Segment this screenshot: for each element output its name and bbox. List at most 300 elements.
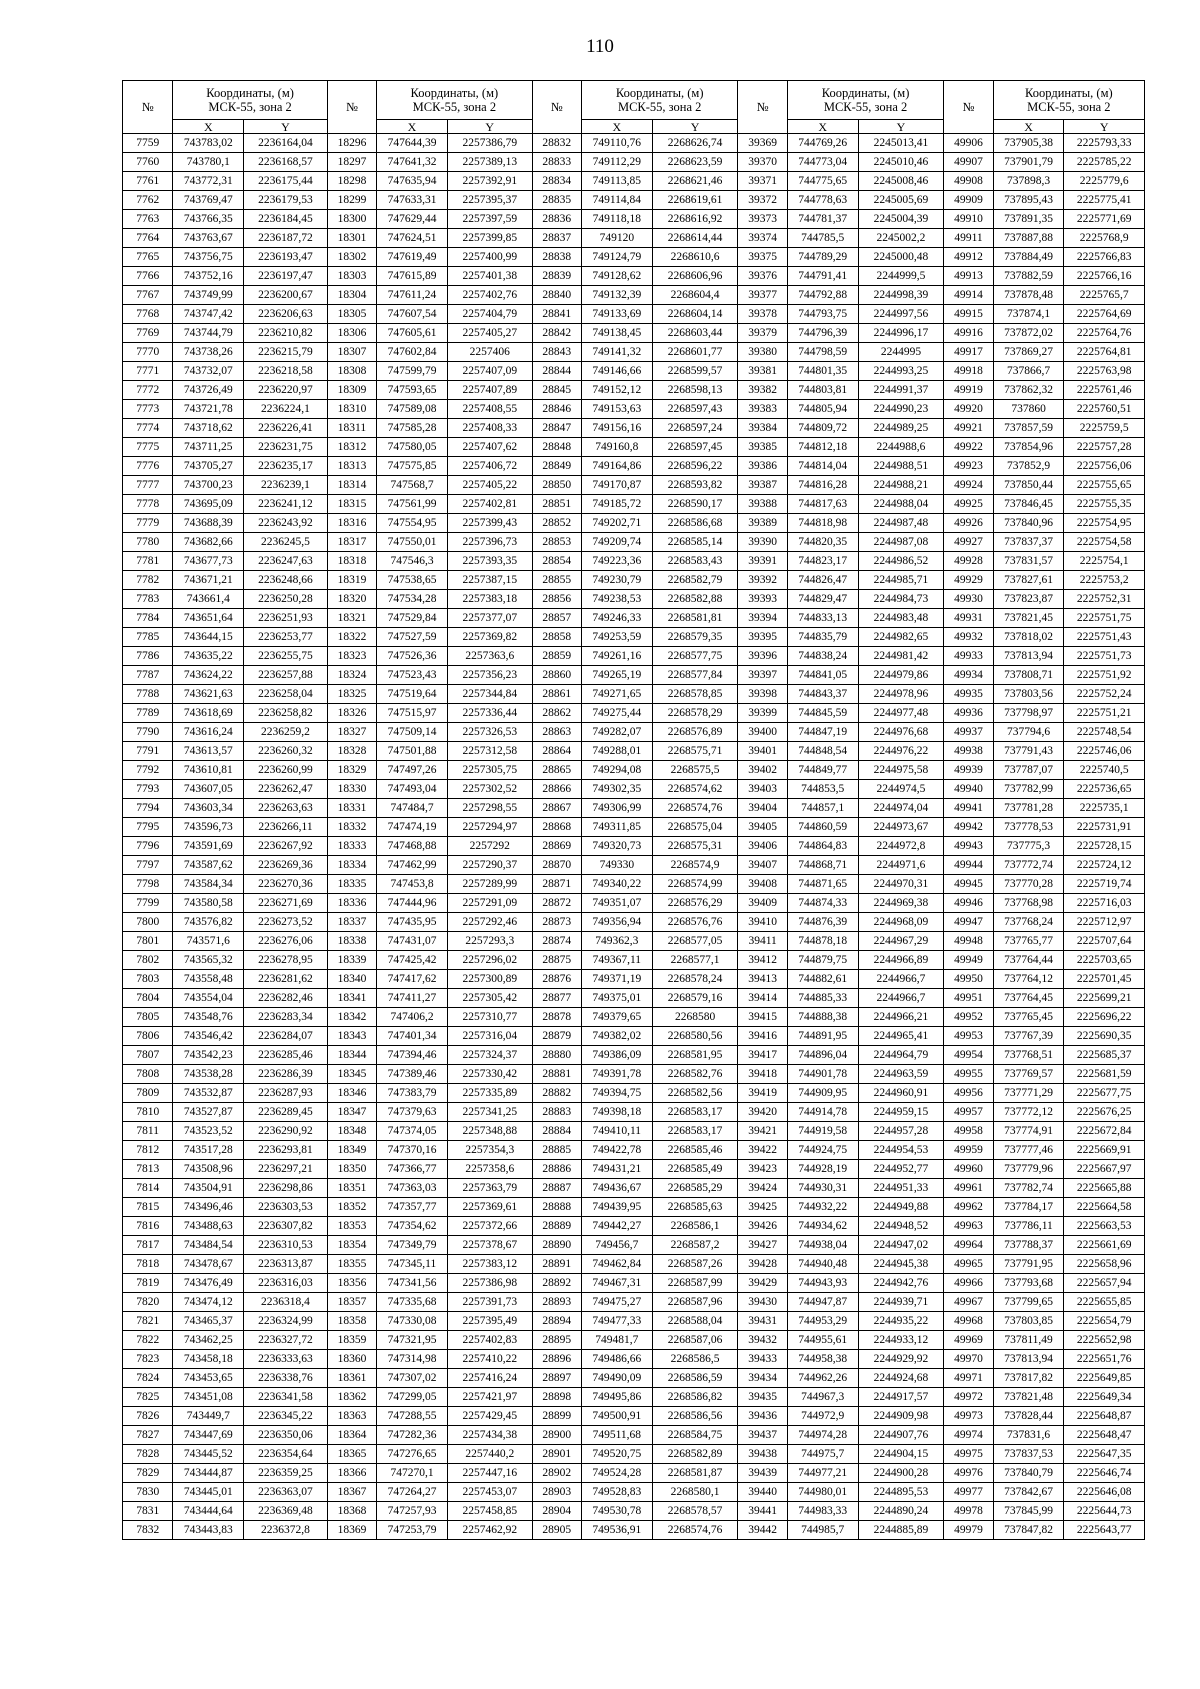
coord-x-cell: 747264,27 [377,1483,448,1502]
coord-x-cell: 747493,04 [377,780,448,799]
coord-y-cell: 2268585,14 [652,533,738,552]
coord-x-cell: 743587,62 [173,856,244,875]
point-number-cell: 49936 [944,704,993,723]
coord-x-cell: 744891,95 [787,1027,858,1046]
coord-x-cell: 737827,61 [993,571,1064,590]
coord-y-cell: 2236243,92 [244,514,328,533]
coord-x-cell: 744901,78 [787,1065,858,1084]
point-number-cell: 18353 [327,1217,376,1236]
coord-y-cell: 2268597,24 [652,419,738,438]
coord-x-cell: 747605,61 [377,324,448,343]
coord-y-cell: 2257458,85 [447,1502,532,1521]
coord-x-cell: 744789,29 [787,248,858,267]
coord-y-cell: 2268601,77 [652,343,738,362]
table-row [123,210,1145,229]
coord-subtitle: МСК-55, зона 2 [617,100,702,114]
point-number-cell: 18354 [327,1236,376,1255]
point-number-cell: 28836 [532,210,581,229]
coord-x-cell: 749486,66 [581,1350,652,1369]
table-row [123,419,1145,438]
coord-y-cell: 2257399,43 [447,514,532,533]
coord-y-cell: 2268626,74 [652,134,738,153]
coord-x-cell: 747497,26 [377,761,448,780]
coord-x-cell: 743783,02 [173,134,244,153]
coord-x-cell: 747501,88 [377,742,448,761]
coord-x-cell: 749202,71 [581,514,652,533]
point-number-cell: 18320 [327,590,376,609]
coord-y-cell: 2225766,83 [1064,248,1145,267]
coord-y-cell: 2236318,4 [244,1293,328,1312]
table-row [123,1103,1145,1122]
coord-y-cell: 2268610,6 [652,248,738,267]
coord-x-cell: 737847,82 [993,1521,1064,1540]
coord-x-cell: 749288,01 [581,742,652,761]
coord-x-cell: 737831,6 [993,1426,1064,1445]
coord-y-cell: 2225751,92 [1064,666,1145,685]
coord-y-cell: 2236187,72 [244,229,328,248]
coord-x-cell: 743444,64 [173,1502,244,1521]
point-number-cell: 18312 [327,438,376,457]
coord-y-cell: 2244939,71 [858,1293,944,1312]
x-header: X [787,120,858,134]
coord-y-cell: 2244917,57 [858,1388,944,1407]
coord-x-cell: 747619,49 [377,248,448,267]
coord-y-cell: 2225699,21 [1064,989,1145,1008]
coord-x-cell: 737782,74 [993,1179,1064,1198]
coord-x-cell: 744803,81 [787,381,858,400]
point-number-cell: 39416 [738,1027,787,1046]
coord-y-cell: 2257453,07 [447,1483,532,1502]
coord-x-cell: 747529,84 [377,609,448,628]
coord-x-cell: 749500,91 [581,1407,652,1426]
point-number-cell: 18347 [327,1103,376,1122]
num-header: № [532,81,581,134]
table-row [123,362,1145,381]
point-number-cell: 18321 [327,609,376,628]
coord-y-cell: 2236297,21 [244,1160,328,1179]
coord-y-cell: 2257440,2 [447,1445,532,1464]
coord-y-cell: 2268586,82 [652,1388,738,1407]
coord-x-cell: 743607,05 [173,780,244,799]
point-number-cell: 49966 [944,1274,993,1293]
coord-x-cell: 743443,83 [173,1521,244,1540]
point-number-cell: 28846 [532,400,581,419]
coord-x-cell: 747561,99 [377,495,448,514]
coord-y-cell: 2225760,51 [1064,400,1145,419]
coord-y-cell: 2236259,2 [244,723,328,742]
coord-y-cell: 2244966,21 [858,1008,944,1027]
coord-x-cell: 743542,23 [173,1046,244,1065]
table-row [123,172,1145,191]
point-number-cell: 49964 [944,1236,993,1255]
point-number-cell: 7824 [123,1369,173,1388]
coord-x-cell: 744930,31 [787,1179,858,1198]
coord-x-cell: 749146,66 [581,362,652,381]
coord-x-cell: 743444,87 [173,1464,244,1483]
coord-x-cell: 737872,02 [993,324,1064,343]
point-number-cell: 7805 [123,1008,173,1027]
coord-y-cell: 2257293,3 [447,932,532,951]
y-header: Y [1064,120,1145,134]
point-number-cell: 18348 [327,1122,376,1141]
table-row [123,324,1145,343]
coord-y-cell: 2236206,63 [244,305,328,324]
coord-x-cell: 744878,18 [787,932,858,951]
coord-x-cell: 737772,12 [993,1103,1064,1122]
coord-y-cell: 2257310,77 [447,1008,532,1027]
point-number-cell: 39437 [738,1426,787,1445]
coord-x-cell: 743772,31 [173,172,244,191]
coord-y-cell: 2225672,84 [1064,1122,1145,1141]
point-number-cell: 28871 [532,875,581,894]
coord-y-cell: 2225669,91 [1064,1141,1145,1160]
coord-x-cell: 747335,68 [377,1293,448,1312]
coord-x-cell: 749475,27 [581,1293,652,1312]
table-row [123,647,1145,666]
point-number-cell: 39376 [738,267,787,286]
point-number-cell: 28852 [532,514,581,533]
coord-x-cell: 737818,02 [993,628,1064,647]
point-number-cell: 28877 [532,989,581,1008]
coord-y-cell: 2225658,96 [1064,1255,1145,1274]
coord-y-cell: 2268582,76 [652,1065,738,1084]
coord-y-cell: 2257305,42 [447,989,532,1008]
point-number-cell: 39414 [738,989,787,1008]
point-number-cell: 28853 [532,533,581,552]
coord-x-cell: 749391,78 [581,1065,652,1084]
point-number-cell: 28858 [532,628,581,647]
point-number-cell: 7798 [123,875,173,894]
point-number-cell: 28834 [532,172,581,191]
coord-y-cell: 2244966,7 [858,989,944,1008]
point-number-cell: 39413 [738,970,787,989]
coord-y-cell: 2268580 [652,1008,738,1027]
point-number-cell: 18301 [327,229,376,248]
coord-y-cell: 2268575,71 [652,742,738,761]
point-number-cell: 49977 [944,1483,993,1502]
coord-y-cell: 2244974,04 [858,799,944,818]
coord-y-cell: 2268586,5 [652,1350,738,1369]
point-number-cell: 39399 [738,704,787,723]
table-row [123,1122,1145,1141]
coord-y-cell: 2244988,04 [858,495,944,514]
point-number-cell: 49960 [944,1160,993,1179]
coord-x-cell: 749110,76 [581,134,652,153]
coord-y-cell: 2257407,09 [447,362,532,381]
point-number-cell: 7818 [123,1255,173,1274]
coord-x-cell: 737779,96 [993,1160,1064,1179]
coord-y-cell: 2257316,04 [447,1027,532,1046]
point-number-cell: 18297 [327,153,376,172]
point-number-cell: 39393 [738,590,787,609]
coord-y-cell: 2225719,74 [1064,875,1145,894]
coord-x-cell: 749490,09 [581,1369,652,1388]
coord-x-cell: 743517,28 [173,1141,244,1160]
coord-y-cell: 2244999,5 [858,267,944,286]
point-number-cell: 49919 [944,381,993,400]
coord-x-cell: 749114,84 [581,191,652,210]
point-number-cell: 39369 [738,134,787,153]
coord-x-cell: 743465,37 [173,1312,244,1331]
coord-x-cell: 749371,19 [581,970,652,989]
point-number-cell: 7780 [123,533,173,552]
coord-x-cell: 737791,95 [993,1255,1064,1274]
point-number-cell: 18319 [327,571,376,590]
point-number-cell: 28874 [532,932,581,951]
point-number-cell: 28900 [532,1426,581,1445]
coord-x-cell: 743744,79 [173,324,244,343]
coord-x-cell: 747515,97 [377,704,448,723]
table-row [123,875,1145,894]
coord-y-cell: 2236197,47 [244,267,328,286]
y-header: Y [244,120,328,134]
point-number-cell: 49972 [944,1388,993,1407]
coord-y-cell: 2236245,5 [244,533,328,552]
coord-x-cell: 747554,95 [377,514,448,533]
x-header: X [377,120,448,134]
table-row [123,894,1145,913]
point-number-cell: 28903 [532,1483,581,1502]
point-number-cell: 18360 [327,1350,376,1369]
coord-x-cell: 737869,27 [993,343,1064,362]
coord-y-cell: 2236247,63 [244,552,328,571]
coord-header [993,81,1144,120]
point-number-cell: 28844 [532,362,581,381]
coord-y-cell: 2236273,52 [244,913,328,932]
coord-y-cell: 2225646,74 [1064,1464,1145,1483]
coord-x-cell: 747484,7 [377,799,448,818]
point-number-cell: 39390 [738,533,787,552]
coord-x-cell: 749442,27 [581,1217,652,1236]
coord-x-cell: 737821,48 [993,1388,1064,1407]
table-body [123,134,1145,1540]
point-number-cell: 49952 [944,1008,993,1027]
coord-y-cell: 2245005,69 [858,191,944,210]
coord-x-cell: 747474,19 [377,818,448,837]
coord-x-cell: 737793,68 [993,1274,1064,1293]
coord-x-cell: 744829,47 [787,590,858,609]
coord-y-cell: 2236282,46 [244,989,328,1008]
coord-y-cell: 2268583,17 [652,1122,738,1141]
table-row [123,1255,1145,1274]
table-row [123,1198,1145,1217]
coord-x-cell: 737887,88 [993,229,1064,248]
point-number-cell: 18331 [327,799,376,818]
point-number-cell: 28886 [532,1160,581,1179]
coord-x-cell: 747431,07 [377,932,448,951]
coord-x-cell: 743523,52 [173,1122,244,1141]
coord-x-cell: 744820,35 [787,533,858,552]
coord-y-cell: 2244959,15 [858,1103,944,1122]
coord-x-cell: 737846,45 [993,495,1064,514]
table-row [123,495,1145,514]
point-number-cell: 49922 [944,438,993,457]
coord-y-cell: 2236281,62 [244,970,328,989]
point-number-cell: 39391 [738,552,787,571]
coord-y-cell: 2244947,02 [858,1236,944,1255]
coord-x-cell: 743749,99 [173,286,244,305]
point-number-cell: 39425 [738,1198,787,1217]
point-number-cell: 28850 [532,476,581,495]
coord-y-cell: 2225754,1 [1064,552,1145,571]
point-number-cell: 18316 [327,514,376,533]
point-number-cell: 39433 [738,1350,787,1369]
coord-x-cell: 737768,24 [993,913,1064,932]
coord-x-cell: 749436,67 [581,1179,652,1198]
point-number-cell: 7807 [123,1046,173,1065]
coord-x-cell: 744938,04 [787,1236,858,1255]
table-row [123,742,1145,761]
coord-y-cell: 2244976,68 [858,723,944,742]
point-number-cell: 18325 [327,685,376,704]
coord-x-cell: 749271,65 [581,685,652,704]
coord-y-cell: 2268583,17 [652,1103,738,1122]
point-number-cell: 39412 [738,951,787,970]
coord-y-cell: 2268585,46 [652,1141,738,1160]
coord-y-cell: 2236164,04 [244,134,328,153]
coord-y-cell: 2236262,47 [244,780,328,799]
point-number-cell: 49971 [944,1369,993,1388]
coord-x-cell: 747354,62 [377,1217,448,1236]
coord-y-cell: 2236250,28 [244,590,328,609]
point-number-cell: 39382 [738,381,787,400]
coord-x-cell: 737811,49 [993,1331,1064,1350]
coord-x-cell: 737845,99 [993,1502,1064,1521]
point-number-cell: 18333 [327,837,376,856]
point-number-cell: 18332 [327,818,376,837]
coord-x-cell: 737778,53 [993,818,1064,837]
point-number-cell: 7793 [123,780,173,799]
coord-y-cell: 2244933,12 [858,1331,944,1350]
point-number-cell: 7789 [123,704,173,723]
coord-y-cell: 2257402,83 [447,1331,532,1350]
point-number-cell: 39426 [738,1217,787,1236]
coord-y-cell: 2225649,34 [1064,1388,1145,1407]
coord-y-cell: 2244982,65 [858,628,944,647]
coord-x-cell: 744871,65 [787,875,858,894]
coord-x-cell: 747593,65 [377,381,448,400]
point-number-cell: 18336 [327,894,376,913]
point-number-cell: 39423 [738,1160,787,1179]
coord-x-cell: 743548,76 [173,1008,244,1027]
point-number-cell: 18313 [327,457,376,476]
coord-y-cell: 2236239,1 [244,476,328,495]
point-number-cell: 28838 [532,248,581,267]
coord-x-cell: 743635,22 [173,647,244,666]
point-number-cell: 49923 [944,457,993,476]
coord-y-cell: 2225771,69 [1064,210,1145,229]
coord-x-cell: 744826,47 [787,571,858,590]
point-number-cell: 7772 [123,381,173,400]
coord-subtitle: МСК-55, зона 2 [1027,100,1111,114]
point-number-cell: 7779 [123,514,173,533]
table-row [123,1293,1145,1312]
point-number-cell: 49959 [944,1141,993,1160]
point-number-cell: 39410 [738,913,787,932]
table-row [123,1084,1145,1103]
coord-x-cell: 737786,11 [993,1217,1064,1236]
coord-x-cell: 744809,72 [787,419,858,438]
coord-x-cell: 749481,7 [581,1331,652,1350]
point-number-cell: 18327 [327,723,376,742]
coord-x-cell: 743718,62 [173,419,244,438]
coord-y-cell: 2225646,08 [1064,1483,1145,1502]
coord-y-cell: 2257363,79 [447,1179,532,1198]
coord-y-cell: 2225716,03 [1064,894,1145,913]
coord-x-cell: 743462,25 [173,1331,244,1350]
point-number-cell: 39395 [738,628,787,647]
coord-x-cell: 737768,51 [993,1046,1064,1065]
coord-y-cell: 2225740,5 [1064,761,1145,780]
coord-y-cell: 2268576,76 [652,913,738,932]
point-number-cell: 39421 [738,1122,787,1141]
coord-x-cell: 744769,26 [787,134,858,153]
coord-x-cell: 744843,37 [787,685,858,704]
coord-y-cell: 2236276,06 [244,932,328,951]
point-number-cell: 39422 [738,1141,787,1160]
point-number-cell: 28864 [532,742,581,761]
coord-x-cell: 737831,57 [993,552,1064,571]
point-number-cell: 49915 [944,305,993,324]
coord-y-cell: 2225707,64 [1064,932,1145,951]
coord-x-cell: 747523,43 [377,666,448,685]
coord-x-cell: 747366,77 [377,1160,448,1179]
point-number-cell: 28839 [532,267,581,286]
point-number-cell: 7775 [123,438,173,457]
table-row [123,723,1145,742]
point-number-cell: 28848 [532,438,581,457]
coord-y-cell: 2257383,12 [447,1255,532,1274]
coord-x-cell: 737854,96 [993,438,1064,457]
table-row [123,514,1145,533]
point-number-cell: 7831 [123,1502,173,1521]
coord-x-cell: 744885,33 [787,989,858,1008]
point-number-cell: 49933 [944,647,993,666]
point-number-cell: 39377 [738,286,787,305]
coord-x-cell: 743558,48 [173,970,244,989]
coord-x-cell: 747599,79 [377,362,448,381]
coord-x-cell: 747633,31 [377,191,448,210]
coord-y-cell: 2268574,62 [652,780,738,799]
coord-x-cell: 747379,63 [377,1103,448,1122]
point-number-cell: 49938 [944,742,993,761]
point-number-cell: 49913 [944,267,993,286]
point-number-cell: 18315 [327,495,376,514]
point-number-cell: 18343 [327,1027,376,1046]
coord-x-cell: 743780,1 [173,153,244,172]
coord-y-cell: 2236269,36 [244,856,328,875]
coord-y-cell: 2225661,69 [1064,1236,1145,1255]
coord-title: Координаты, (м) [410,86,499,100]
coord-y-cell: 2244960,91 [858,1084,944,1103]
coord-x-cell: 749185,72 [581,495,652,514]
coord-y-cell: 2244942,76 [858,1274,944,1293]
point-number-cell: 28897 [532,1369,581,1388]
table-row [123,1502,1145,1521]
coord-y-cell: 2225751,73 [1064,647,1145,666]
coord-y-cell: 2236289,45 [244,1103,328,1122]
coord-y-cell: 2225728,15 [1064,837,1145,856]
coord-y-cell: 2236263,63 [244,799,328,818]
point-number-cell: 7832 [123,1521,173,1540]
coord-x-cell: 749456,7 [581,1236,652,1255]
coord-y-cell: 2244965,41 [858,1027,944,1046]
point-number-cell: 49914 [944,286,993,305]
point-number-cell: 18314 [327,476,376,495]
point-number-cell: 49907 [944,153,993,172]
coord-y-cell: 2236251,93 [244,609,328,628]
point-number-cell: 7774 [123,419,173,438]
